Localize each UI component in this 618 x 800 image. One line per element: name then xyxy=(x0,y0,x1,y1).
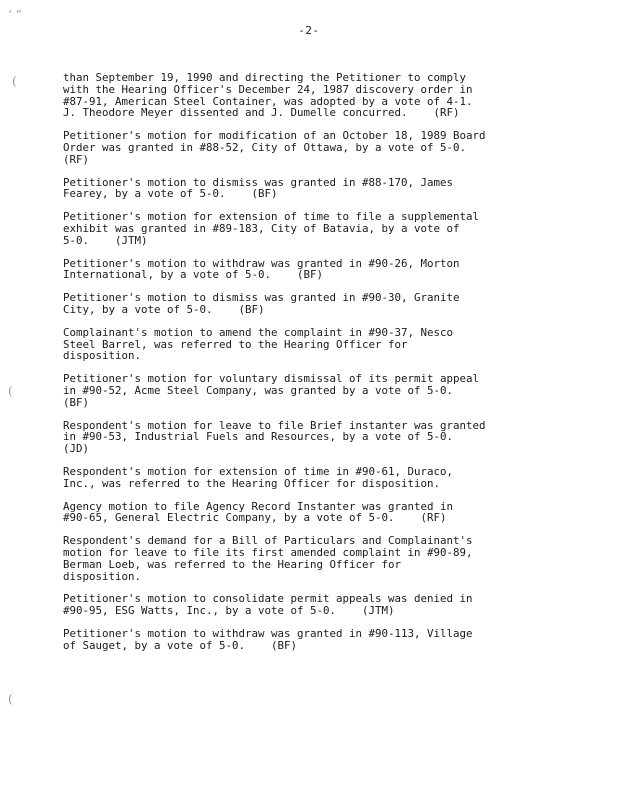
paragraph xyxy=(63,211,553,246)
paragraph xyxy=(63,258,553,282)
text-line: (BF) xyxy=(63,395,90,409)
text-line: #90-95, ESG Watts, Inc., by a vote of 5-0. (JTM) xyxy=(63,604,395,618)
text-line: of Sauget, by a vote of 5-0. (BF) xyxy=(63,638,298,652)
text-line: Petitioner's motion to dismiss was granted in #90-30, Granite xyxy=(63,291,460,305)
paragraph xyxy=(63,130,553,165)
paragraph xyxy=(63,373,553,408)
text-line: than September 19, 1990 and directing the Petitioner to comply xyxy=(63,71,467,84)
text-line: Steel Barrel, was referred to the Hearing Officer for xyxy=(63,337,408,351)
text-line: Petitioner's motion for extension of time to file a supplemental xyxy=(63,210,480,224)
text-line: #90-65, General Electric Company, by a vote of 5-0. (RF) xyxy=(63,511,447,525)
text-line: International, by a vote of 5-0. (BF) xyxy=(63,268,324,282)
paragraph xyxy=(63,177,553,201)
text-line: Respondent's demand for a Bill of Particulars and Complainant's xyxy=(63,534,473,548)
text-line: Petitioner's motion to consolidate permit appeals was denied in xyxy=(63,592,473,606)
text-line: (RF) xyxy=(63,152,90,166)
text-line: (JD) xyxy=(63,442,90,456)
text-line: motion for leave to file its first amended complaint in #90-89, xyxy=(63,545,473,559)
paragraph xyxy=(63,501,553,525)
text-line: Petitioner's motion to dismiss was granted in #88-170, James xyxy=(63,175,454,189)
text-line: Petitioner's motion to withdraw was granted in #90-26, Morton xyxy=(63,256,460,270)
text-line: Petitioner's motion for voluntary dismissal of its permit appeal xyxy=(63,372,480,386)
scan-mark: ‘ ” xyxy=(8,8,22,22)
text-line: Fearey, by a vote of 5-0. (BF) xyxy=(63,187,278,201)
text-line: disposition. xyxy=(63,569,142,583)
paragraph xyxy=(63,466,553,490)
paragraph xyxy=(63,327,553,362)
text-line: with the Hearing Officer's December 24, 1987 discovery order in xyxy=(63,82,473,96)
paragraph xyxy=(63,420,553,455)
scan-mark: ( xyxy=(12,74,17,88)
scan-mark: ( xyxy=(8,384,13,398)
paragraph xyxy=(63,593,553,617)
text-line: J. Theodore Meyer dissented and J. Dumelle concurred. (RF) xyxy=(63,106,460,120)
text-line: Berman Loeb, was referred to the Hearing Officer for xyxy=(63,557,402,571)
paragraph xyxy=(63,535,553,582)
text-line: Petitioner's motion to withdraw was granted in #90-113, Village xyxy=(63,626,473,640)
text-line: Agency motion to file Agency Record Instanter was granted in xyxy=(63,499,454,513)
text-line: Respondent's motion for leave to file Brief instanter was granted xyxy=(63,418,486,432)
text-line: Complainant's motion to amend the complaint in #90-37, Nesco xyxy=(63,325,454,339)
paragraph xyxy=(63,72,553,119)
text-line: 5-0. (JTM) xyxy=(63,233,148,247)
text-line: exhibit was granted in #89-183, City of Batavia, by a vote of xyxy=(63,221,460,235)
page-number: -2- xyxy=(298,24,320,37)
text-line: in #90-52, Acme Steel Company, was granted by a vote of 5-0. xyxy=(63,383,454,397)
paragraph xyxy=(63,292,553,316)
scan-mark: ( xyxy=(8,692,13,706)
text-line: City, by a vote of 5-0. (BF) xyxy=(63,302,265,316)
text-line: disposition. xyxy=(63,349,142,363)
text-line: Petitioner's motion for modification of an October 18, 1989 Board xyxy=(63,129,486,143)
text-line: #87-91, American Steel Container, was adopted by a vote of 4-1. xyxy=(63,94,473,108)
paragraph xyxy=(63,628,553,652)
document-body xyxy=(63,72,553,662)
text-line: Respondent's motion for extension of time in #90-61, Duraco, xyxy=(63,464,454,478)
text-line: Inc., was referred to the Hearing Officer for disposition. xyxy=(63,476,441,490)
text-line: in #90-53, Industrial Fuels and Resources, by a vote of 5-0. xyxy=(63,430,454,444)
text-line: Order was granted in #88-52, City of Ottawa, by a vote of 5-0. xyxy=(63,140,467,154)
